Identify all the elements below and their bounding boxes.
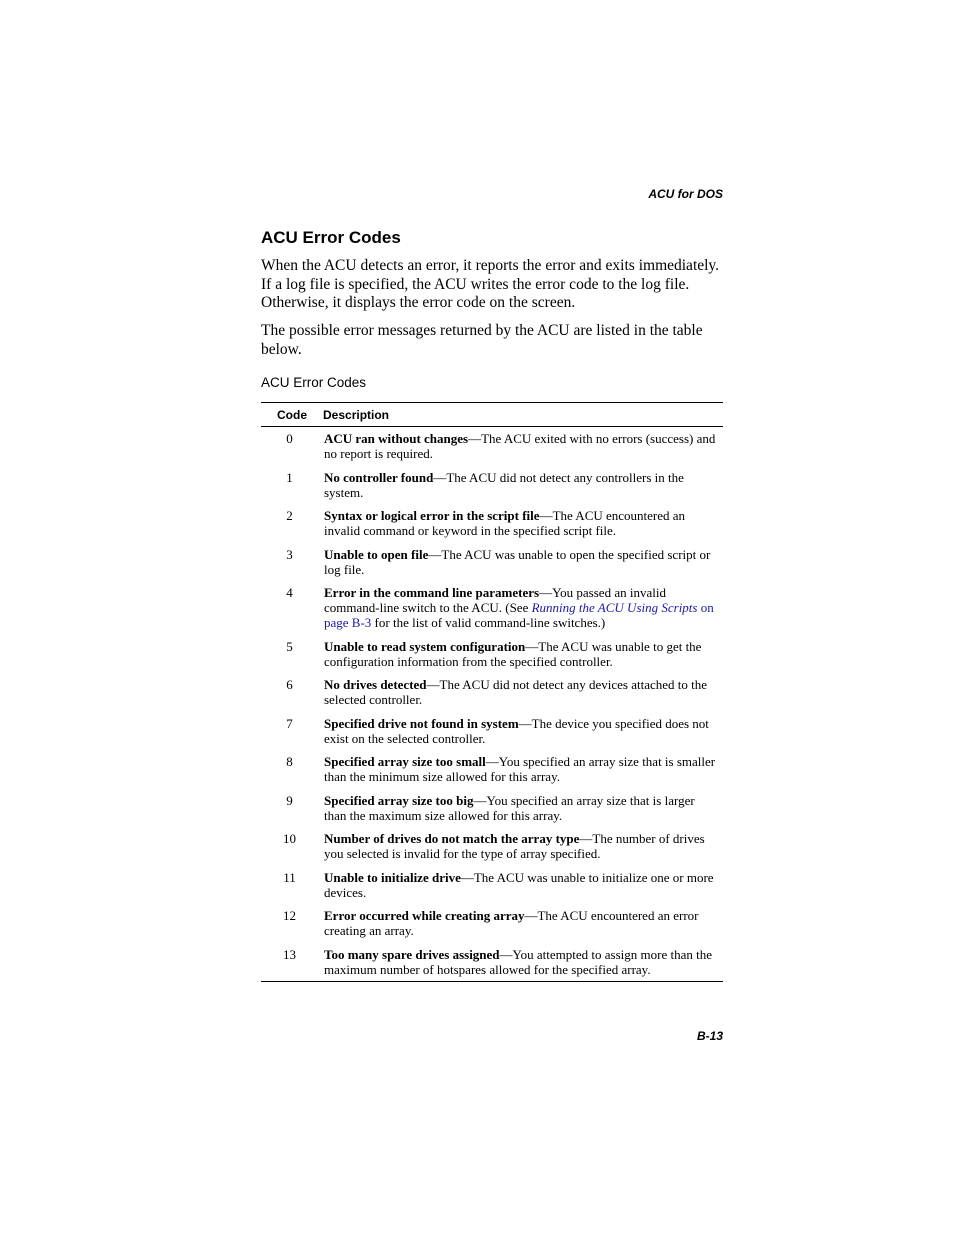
error-title: Unable to initialize drive (324, 869, 461, 885)
error-text: —The device you specified does not exist on the selected controller. (324, 715, 709, 746)
error-title: Unable to open file (324, 546, 429, 562)
error-code: 6 (286, 677, 293, 692)
error-description (323, 469, 723, 508)
error-code: 11 (283, 869, 296, 885)
table-row (261, 869, 723, 908)
error-text: —The ACU encountered an error creating an array. (324, 908, 699, 938)
error-description (323, 507, 723, 546)
intro-paragraph: When the ACU detects an error, it reports the error and exits immediately. If a log file is specified, the ACU writes the error code to the log file. Otherwise, it displays the error code on the screen. (261, 257, 720, 311)
error-description (323, 753, 723, 792)
error-code: 9 (286, 792, 293, 808)
description-column-header: Description (323, 403, 723, 427)
link-page-ref: on page B-3 (324, 600, 714, 630)
error-description (323, 584, 723, 638)
table-row (261, 907, 723, 946)
error-title: Specified drive not found in system (324, 715, 519, 731)
error-code: 2 (286, 508, 293, 523)
error-text-after: for the list of valid command-line switches.) (371, 615, 606, 630)
table-row (261, 584, 723, 638)
error-description (323, 546, 723, 585)
error-text: —The ACU did not detect any devices attached to the selected controller. (324, 677, 708, 707)
error-text: —The ACU was unable to get the configuration information from the specified controller. (324, 638, 702, 669)
link-title: Running the ACU Using Scripts (531, 600, 698, 615)
error-title: Syntax or logical error in the script file (324, 508, 540, 523)
page-number: B-13 (696, 1029, 723, 1043)
error-code: 8 (286, 754, 293, 769)
table-row (261, 507, 723, 546)
table-row (261, 715, 723, 754)
table-row (261, 792, 723, 831)
error-code: 10 (283, 831, 296, 846)
error-description (323, 792, 723, 831)
error-code: 13 (283, 946, 296, 962)
error-code: 3 (286, 546, 293, 562)
error-title: Unable to read system configuration (324, 638, 526, 654)
table-header-row (261, 403, 723, 427)
error-text: —You attempted to assign more than the maximum number of hotspares allowed for the specified array. (324, 946, 712, 977)
error-text: —The ACU was unable to initialize one or more devices. (324, 869, 714, 900)
error-description (323, 830, 723, 869)
error-text: —The number of drives you selected is invalid for the type of array specified. (324, 831, 705, 861)
table-row (261, 946, 723, 982)
error-title: Too many spare drives assigned (324, 946, 500, 962)
section-title: ACU Error Codes (261, 228, 401, 247)
error-code: 12 (283, 908, 296, 923)
table-row (261, 753, 723, 792)
error-title: Specified array size too small (324, 754, 486, 769)
error-title: Error occurred while creating array (324, 908, 525, 923)
error-codes-table (261, 402, 723, 982)
error-description (323, 869, 723, 908)
error-title: Number of drives do not match the array type (324, 831, 580, 846)
table-row (261, 427, 723, 469)
error-title: No drives detected (324, 677, 427, 692)
error-text: —You passed an invalid command-line switch to the ACU. (See (324, 585, 666, 615)
table-row (261, 638, 723, 677)
table-caption: ACU Error Codes (261, 375, 367, 390)
error-code: 0 (286, 431, 293, 446)
table-row (261, 830, 723, 869)
error-code: 1 (286, 469, 293, 485)
table-row (261, 676, 723, 715)
code-column-header: Code (261, 403, 323, 427)
error-text: —The ACU encountered an invalid command or keyword in the specified script file. (324, 508, 686, 538)
error-description (323, 638, 723, 677)
error-text: —The ACU exited with no errors (success) and no report is required. (324, 431, 716, 461)
error-code: 5 (286, 638, 293, 654)
table-row (261, 546, 723, 585)
error-code: 4 (286, 585, 293, 600)
error-text: —The ACU was unable to open the specified script or log file. (324, 546, 711, 577)
running-header: ACU for DOS (648, 187, 723, 201)
error-description (323, 427, 723, 469)
error-text: —The ACU did not detect any controllers in the system. (324, 469, 684, 500)
error-title: No controller found (324, 469, 434, 485)
error-code: 7 (286, 715, 293, 731)
error-text: —You specified an array size that is larger than the maximum size allowed for this array. (324, 792, 695, 823)
table-row (261, 469, 723, 508)
table-intro-paragraph: The possible error messages returned by the ACU are listed in the table below. (261, 322, 703, 358)
error-title: Error in the command line parameters (324, 585, 540, 600)
error-description (323, 907, 723, 946)
error-description (323, 946, 723, 982)
error-description (323, 715, 723, 754)
error-title: Specified array size too big (324, 792, 474, 808)
error-description (323, 676, 723, 715)
error-title: ACU ran without changes (324, 431, 469, 446)
error-text: —You specified an array size that is smaller than the minimum size allowed for this array. (324, 754, 716, 784)
